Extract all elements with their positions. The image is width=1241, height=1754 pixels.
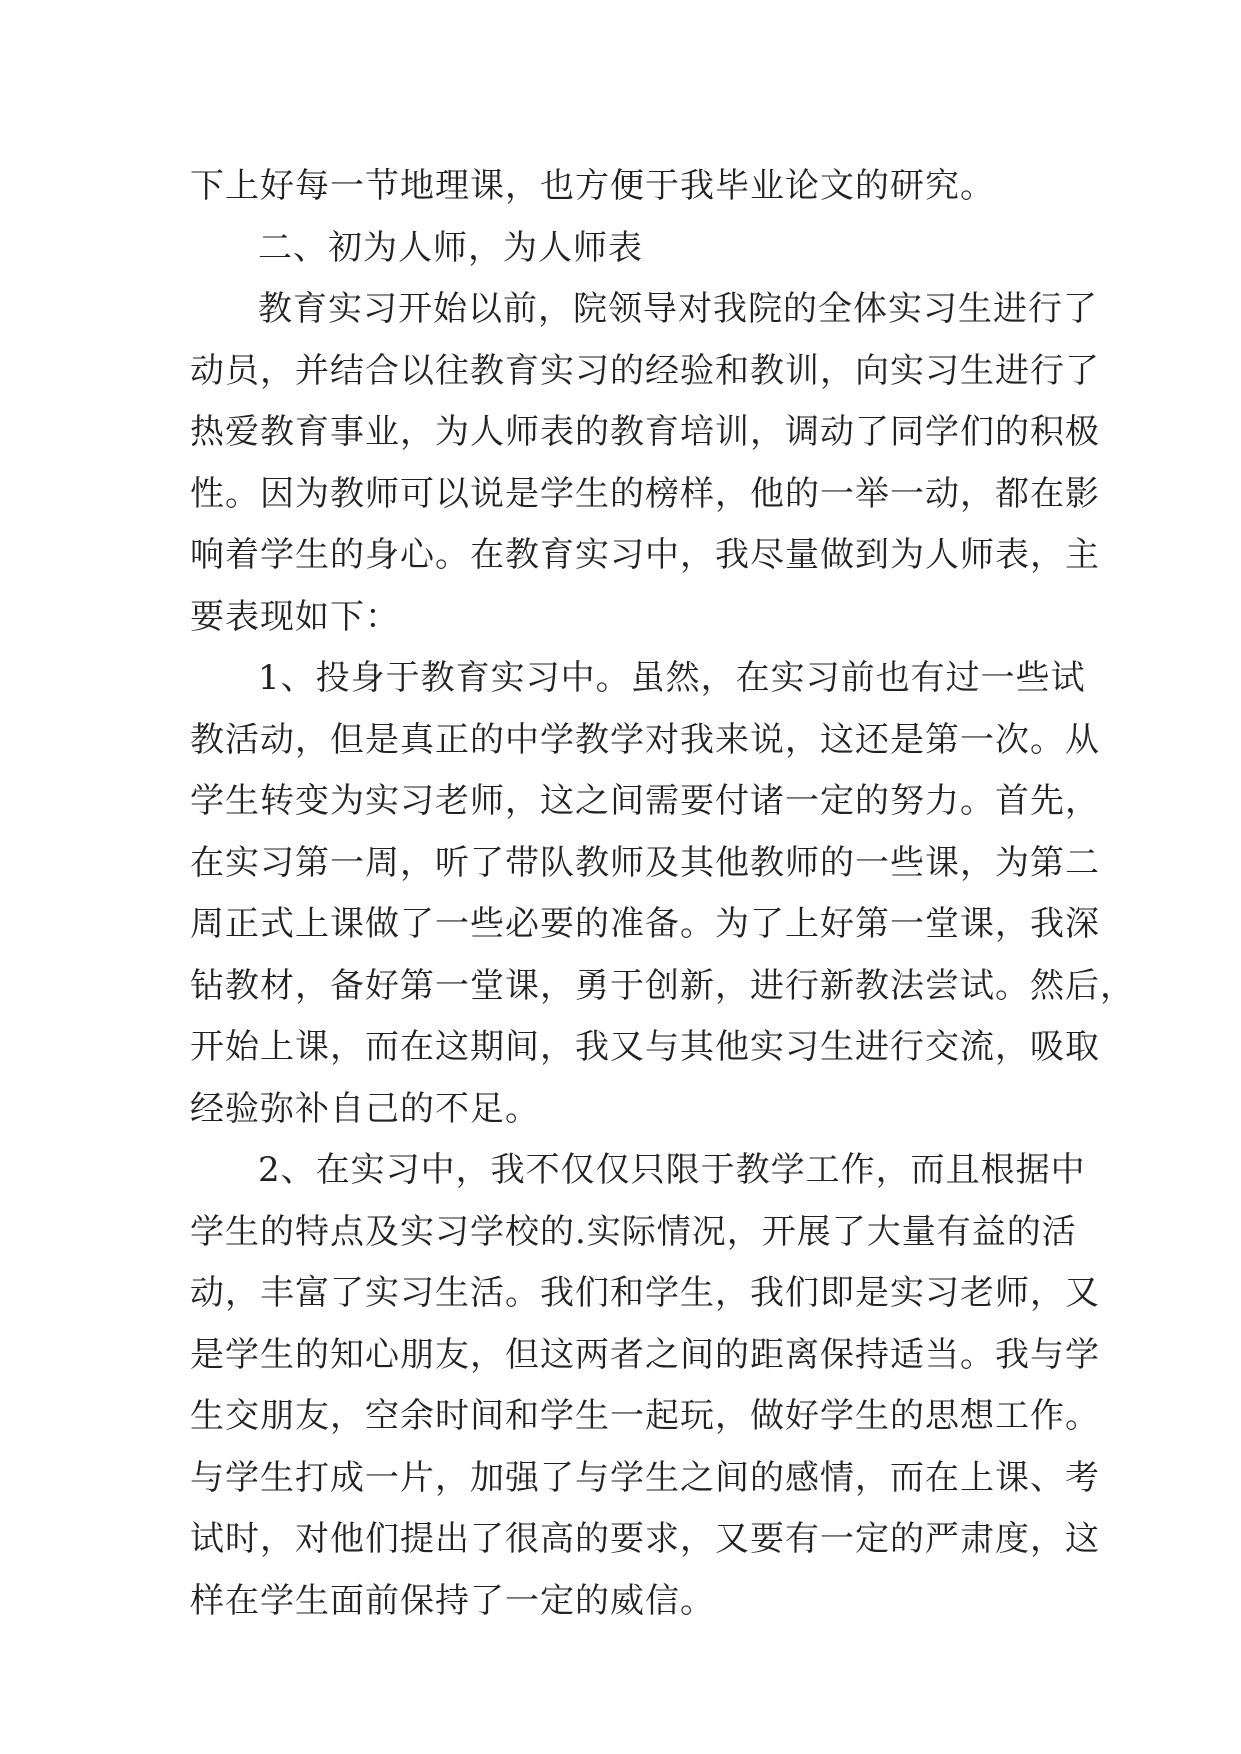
text-line: 钻教材，备好第一堂课，勇于创新，进行新教法尝试。然后， [190,965,1135,1006]
text-line: 生交朋友，空余时间和学生一起玩，做好学生的思想工作。 [190,1396,1100,1436]
text-line: 1、投身于教育实习中。虽然，在实习前也有过一些试 [258,658,1086,698]
text-line: 下上好每一节地理课，也方便于我毕业论文的研究。 [190,166,995,206]
text-line: 教育实习开始以前，院领导对我院的全体实习生进行了 [258,289,1098,329]
text-line: 热爱教育事业，为人师表的教育培训，调动了同学们的积极 [190,412,1100,452]
text-line: 2、在实习中，我不仅仅只限于教学工作，而且根据中 [258,1150,1086,1190]
text-line: 周正式上课做了一些必要的准备。为了上好第一堂课，我深 [190,904,1100,944]
text-line: 在实习第一周，听了带队教师及其他教师的一些课，为第二 [190,842,1100,883]
text-line: 要表现如下： [190,596,400,637]
text-line: 动员，并结合以往教育实习的经验和教训，向实习生进行了 [190,350,1100,391]
text-line: 试时，对他们提出了很高的要求，又要有一定的严肃度，这 [190,1519,1100,1559]
text-line: 与学生打成一片，加强了与学生之间的感情，而在上课、考 [190,1457,1100,1498]
text-line: 学生的特点及实习学校的.实际情况，开展了大量有益的活 [190,1211,1077,1252]
text-line: 开始上课，而在这期间，我又与其他实习生进行交流，吸取 [190,1027,1100,1067]
text-line: 是学生的知心朋友，但这两者之间的距离保持适当。我与学 [190,1334,1100,1375]
text-line: 学生转变为实习老师，这之间需要付诸一定的努力。首先， [190,781,1100,821]
text-line: 教活动，但是真正的中学教学对我来说，这还是第一次。从 [190,719,1100,760]
text-line: 样在学生面前保持了一定的威信。 [190,1580,715,1621]
section-heading: 二、初为人师，为人师表 [258,227,643,268]
text-line: 动，丰富了实习生活。我们和学生，我们即是实习老师，又 [190,1273,1100,1313]
text-line: 响着学生的身心。在教育实习中，我尽量做到为人师表，主 [190,535,1100,575]
text-line: 经验弥补自己的不足。 [190,1088,540,1129]
text-line: 性。因为教师可以说是学生的榜样，他的一举一动，都在影 [190,473,1100,514]
document-body [190,156,1135,1632]
